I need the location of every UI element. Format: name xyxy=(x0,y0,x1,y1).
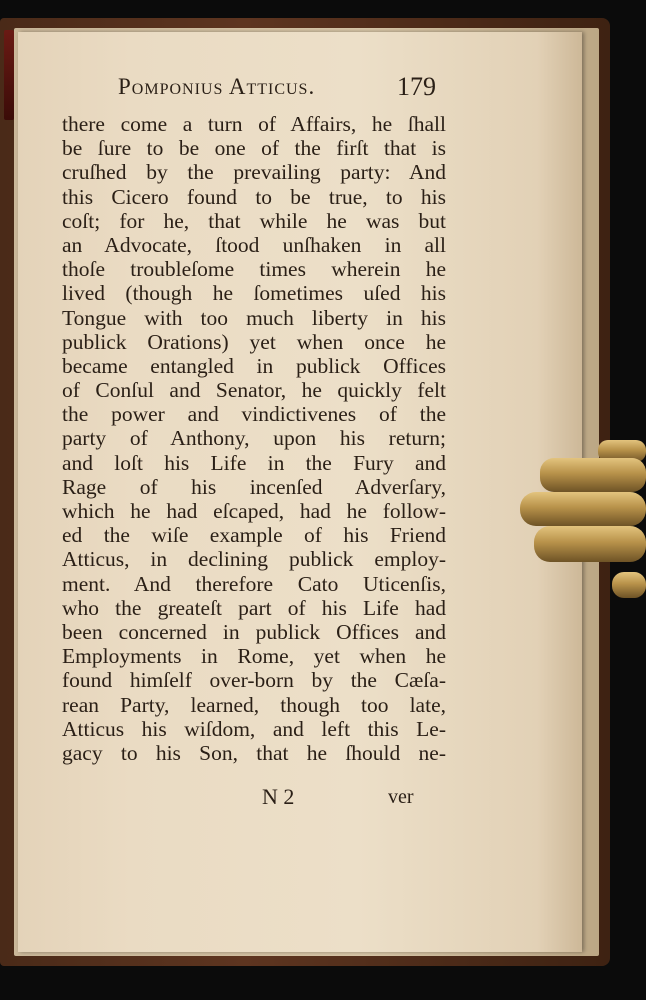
signature-mark: N 2 xyxy=(262,784,295,809)
text-line: which he had eſcaped, had he follow- xyxy=(62,499,446,523)
text-line: this Cicero found to be true, to his xyxy=(62,184,446,209)
text-line: became entangled in publick Offices xyxy=(62,353,446,378)
text-line: been concerned in publick Offices and xyxy=(62,619,446,644)
text-line: be ſure to be one of the firſt that is xyxy=(62,136,446,161)
text-line: who the greateſt part of his Life had xyxy=(62,595,446,620)
page-number: 179 xyxy=(397,72,436,101)
text-line: party of Anthony, upon his return; xyxy=(62,426,446,451)
text-line: found himſelf over-born by the Cæſa- xyxy=(62,668,446,693)
brass-page-clip-icon xyxy=(520,440,646,600)
text-line: thoſe troubleſome times wherein he xyxy=(62,257,446,282)
text-line: ment. And therefore Cato Uticenſis, xyxy=(62,571,446,596)
text-line: lived (though he ſometimes uſed his xyxy=(62,281,446,306)
text-line: publick Orations) yet when once he xyxy=(62,329,446,354)
page-header xyxy=(118,74,436,108)
text-line: gacy to his Son, that he ſhould ne- xyxy=(62,740,446,765)
bookmark-ribbon xyxy=(4,30,14,120)
text-line: coſt; for he, that while he was but xyxy=(62,208,446,233)
catchword: ver xyxy=(388,786,414,808)
text-line: there come a turn of Affairs, he ſhall xyxy=(62,112,446,136)
body-text xyxy=(62,112,446,765)
book-page xyxy=(18,32,582,952)
text-line: Employments in Rome, yet when he xyxy=(62,644,446,669)
text-line: cruſhed by the prevailing party: And xyxy=(62,160,446,185)
text-line: an Advocate, ſtood unſhaken in all xyxy=(62,232,446,257)
text-line: the power and vindictivenes of the xyxy=(62,402,446,427)
text-line: ed the wiſe example of his Friend xyxy=(62,523,446,548)
text-line: rean Party, learned, though too late, xyxy=(62,692,446,717)
text-line: Atticus his wiſdom, and left this Le- xyxy=(62,716,446,741)
text-line: Rage of his incenſed Adverſary, xyxy=(62,474,446,499)
text-line: and loſt his Life in the Fury and xyxy=(62,450,446,475)
text-line: Tongue with too much liberty in his xyxy=(62,305,446,330)
text-line: of Conſul and Senator, he quickly felt xyxy=(62,378,446,403)
text-line: Atticus, in declining publick employ- xyxy=(62,547,446,572)
page-footer xyxy=(18,784,468,814)
running-title: Pomponius Atticus. xyxy=(118,74,316,99)
